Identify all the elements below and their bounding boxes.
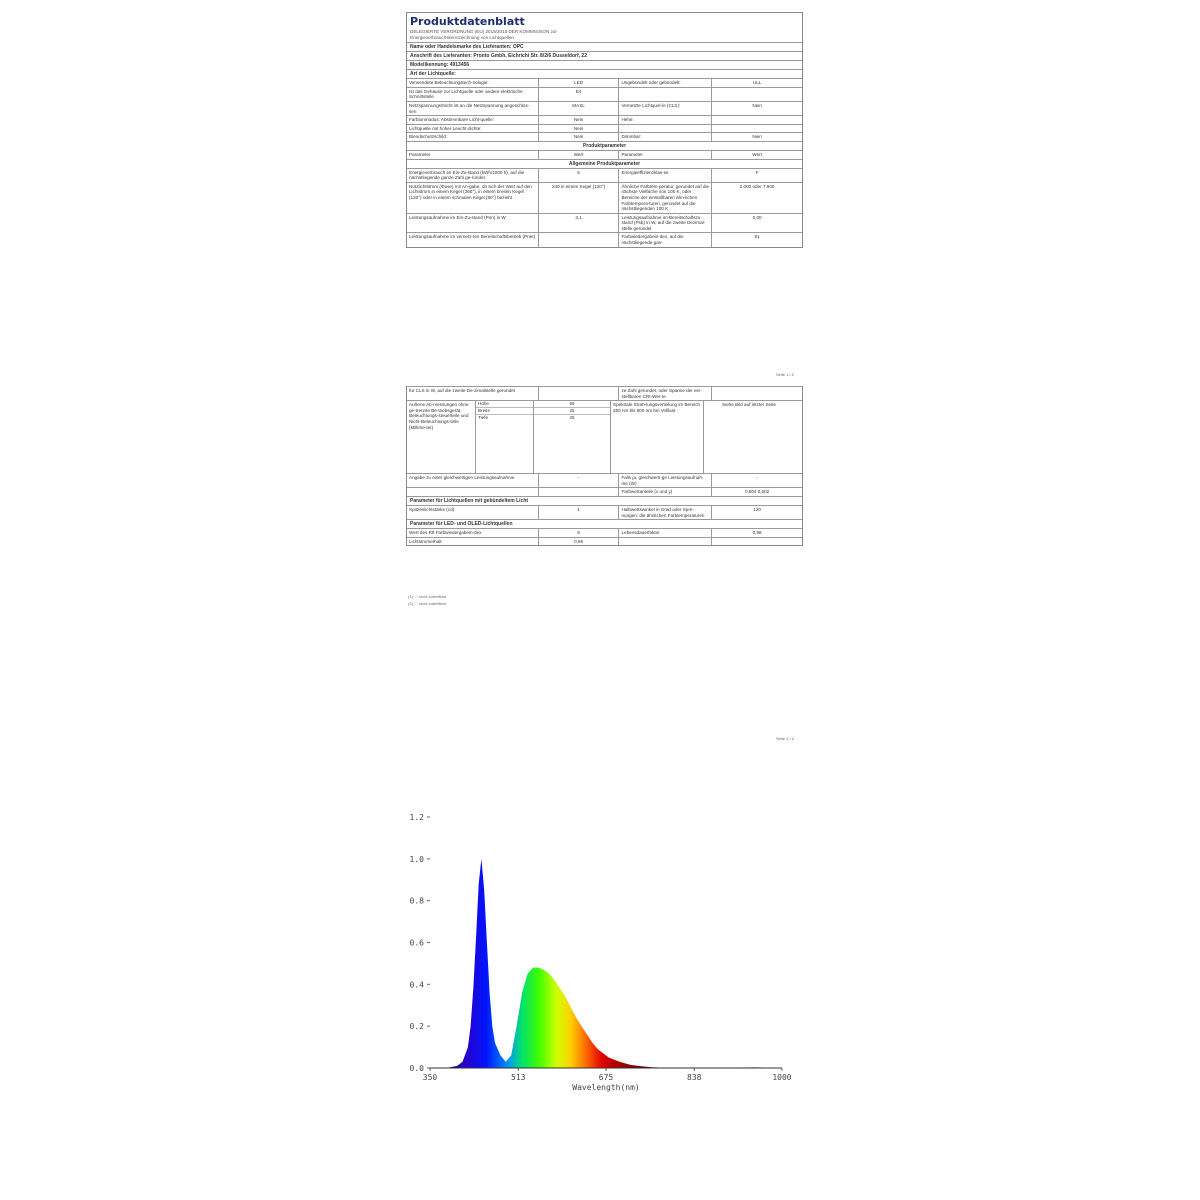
datasheet-subtitle [407, 29, 802, 42]
dimensions-row [407, 400, 802, 473]
cell: 0,504 0,502 [711, 488, 802, 496]
y-tick-label: 0.0 [409, 1064, 424, 1073]
table-row [407, 537, 802, 546]
x-axis-label: Wavelength(nm) [572, 1083, 640, 1092]
cell: 3,1 [538, 214, 619, 233]
cell: 5 [538, 169, 619, 182]
cell: Wert des R9 Farbwiedergabein-dex [409, 530, 482, 536]
cell: Parameter [409, 151, 431, 157]
cell: - [538, 474, 619, 487]
cell: 0,00 [711, 214, 802, 233]
x-tick-label: 675 [598, 1073, 614, 1082]
light-source-type: Art der Lichtquelle: [407, 69, 802, 78]
x-tick-label: 513 [511, 1073, 526, 1082]
cell: Nein [538, 116, 619, 124]
dim-name: Höhe [478, 401, 489, 407]
cell [618, 125, 711, 133]
x-axis [423, 1068, 792, 1082]
cell [711, 88, 802, 101]
datasheet-page-2 [406, 386, 803, 546]
spectral-label: Spektrale Strah-lungsverteilung im Bereich 250 nm bis 800 nm bei Volllast [610, 401, 703, 473]
cell: Hehe: [618, 116, 711, 124]
cell [407, 488, 538, 496]
cell: MAXL [538, 102, 619, 115]
cell [538, 488, 619, 496]
param-header-row [407, 150, 802, 159]
subtitle-line-2: Energieverbrauchskennzeichnung von Lichtquellen [410, 34, 514, 40]
footnote-1: (1) '-': nicht zutreffend [408, 594, 447, 599]
cell [711, 387, 802, 400]
cell: Wert [538, 151, 619, 159]
cell: Ungebündelt oder gebündelt: [618, 79, 711, 87]
rows-top [407, 78, 802, 141]
cell [618, 538, 711, 546]
cell: Nutzlichtstrom (Φuse) mit An-gabe, ob sich der Wert auf den Lichtstrom in einem Kegel (360°), in einem breiten Kegel (120°) oder in einem schmalen Kegel (90°) bezieht [409, 183, 532, 200]
subtitle-line-1: DELEGIERTE VERORDNUNG (EU) 2019/2015 DER KOMMISSION zur [410, 29, 557, 34]
cell: Nein [538, 133, 619, 141]
table-row [407, 232, 802, 246]
cell: E4 [538, 88, 619, 101]
cell [711, 116, 802, 124]
y-tick-label: 0.6 [409, 938, 424, 948]
table-row [407, 115, 802, 124]
cell: ULL [711, 79, 802, 87]
cell: 0,98 [538, 538, 619, 546]
spectrum-area [430, 859, 782, 1068]
cell: Ist das Gehäuse zur Lichtquelle oder andere elektrische Schnittstelle [409, 88, 523, 100]
cls-params-heading: Parameter für Lichtquellen mit gebündeltem Licht [407, 496, 802, 505]
cell: 81 [711, 233, 802, 246]
table-row [407, 168, 802, 182]
cell: Energieeffizienzklas-se [618, 169, 711, 182]
cell: Falls ja, gleichwerti-ge Leistungsaufnah-me (W) [618, 474, 711, 487]
table-row [407, 473, 802, 487]
cell: 1 [538, 506, 619, 519]
y-axis [410, 813, 430, 1073]
table-row [407, 505, 802, 519]
general-params-heading: Allgemeine Produktparameter [407, 159, 802, 168]
cell: F [711, 169, 802, 182]
cell: Lebensdauerfaktor [618, 529, 711, 537]
rows-led [407, 528, 802, 545]
product-params-heading: Produktparameter [407, 141, 802, 150]
cell: Farbtonmodus: Abstimmbare Licht-quelle: [409, 117, 495, 123]
cell [711, 538, 802, 546]
cell: - [711, 474, 802, 487]
supplier-address: Anschrift des Lieferanten: Pronto Gmbh, Eichrichi Str. 8/2/6 Dusseldorf, 22 [407, 51, 802, 60]
dim-name: Tiefe [476, 414, 533, 421]
rows-cls [407, 505, 802, 519]
led-params-heading: Parameter für LED- und OLED-Lichtquellen [407, 519, 802, 528]
table-row [407, 386, 802, 400]
table-row [407, 101, 802, 115]
y-tick-label: 0.2 [409, 1022, 424, 1032]
cell: Halbwertswinkel in Grad oder Spre-nungen: die ähnlichen Farbtemperaturen [618, 506, 711, 519]
cell: 8 [538, 529, 619, 537]
cell [538, 233, 619, 246]
footnote-2: (2) '-': nicht zutreffend [408, 601, 447, 606]
cell: Blendschutzschild: [409, 134, 448, 140]
y-tick-label: 0.4 [409, 980, 424, 990]
x-tick-label: 838 [687, 1073, 702, 1082]
table-row [407, 124, 802, 133]
cell: Nein [538, 125, 619, 133]
dim-value: 25 [534, 414, 610, 421]
cell: Energieverbrauch im Ein-Zu-stand (kWh/1000 h), auf die nächstliegende ganze Zahl ge-rundet [409, 169, 525, 181]
table-row [407, 213, 802, 233]
cell: Ähnliche Farbtem-peratur, gerundet auf die nächste Vielfache von 100 K, oder Bereiche der einstellbaren ähn-lichen Farbtempera-turen, gerundet auf die nächstliegenden 100 K [618, 183, 711, 213]
cell: Lichtquelle mit hoher Leucht-dichte: [409, 125, 482, 131]
datasheet-page-1 [406, 12, 803, 248]
datasheet-title: Produktdatenblatt [410, 15, 525, 28]
cell: Vernetzte Lichtquel-le (CLS): [618, 102, 711, 115]
dim-value: 25 [534, 407, 610, 414]
cell: Farbwiedergabein-dex, auf die nächstliegende gan- [618, 233, 711, 246]
table-row [407, 487, 802, 496]
spectrum-chart [400, 805, 800, 1105]
table-row [407, 87, 802, 101]
cell: 0,98 [711, 529, 802, 537]
cell: Parameter [618, 151, 711, 159]
cell: 2.000 oder 7.600 [711, 183, 802, 213]
cell: Dimmbar: [618, 133, 711, 141]
cell: Netzspannungs/Nicht ist an die Netzspannung angeschlos-sen [409, 102, 530, 114]
spectral-value: Siehe Bild auf letzter Seite [703, 401, 794, 473]
cell: Verwendete Beleuchtungstech-nologie: [409, 80, 489, 86]
cell: für CLS in W, auf die zweite De-zimalstelle gerundet [409, 388, 515, 393]
cell: Spitzenlichtstärke (cd) [409, 506, 455, 512]
cell: Leistungsaufnahme im Bereitschaftszu-stand (Psb) in W, auf die zweite Dezimal-stelle gerundet [618, 214, 711, 233]
cell: LED [538, 79, 619, 87]
cell: 240 in einem Kegel (120°) [538, 183, 619, 213]
page-number-1: Seite 1 / 2 [776, 372, 795, 377]
rows-general [407, 168, 802, 247]
rows-after-dims [407, 473, 802, 496]
table-row [407, 78, 802, 87]
dimensions-names [475, 401, 533, 473]
y-tick-label: 1.2 [409, 813, 424, 822]
supplier-name: Name oder Handelsmarke des Lieferanten: OPC [407, 42, 802, 51]
page-number-2: Seite 2 / 2 [776, 736, 795, 741]
x-tick-label: 350 [422, 1073, 438, 1082]
x-tick-label: 1000 [772, 1073, 792, 1082]
cell: Leistungsaufnahme im Ein-Zu-stand (Pon) in W [409, 214, 506, 220]
table-row [407, 182, 802, 213]
table-row [407, 528, 802, 537]
cell: Wert [711, 151, 802, 159]
dim-name: Breite [476, 407, 533, 414]
cell: 120 [711, 506, 802, 519]
model-identifier: Modellkennung: 4913456 [407, 60, 802, 69]
dim-value: 66 [569, 401, 575, 407]
cell: Leistungsaufnahme im vernetz-ten Bereitschaftsbetrieb (Pnet) [409, 234, 536, 240]
cell [711, 125, 802, 133]
y-tick-label: 1.0 [409, 854, 424, 864]
cell: ze Zahl gerundet, oder Spanne der ein-stellbaren CRI-Wer-te [618, 387, 711, 400]
cell [538, 387, 619, 400]
dimensions-values [533, 401, 610, 473]
cell: Nein [711, 133, 802, 141]
cell: Lichtstromerhalt [409, 538, 442, 544]
cell: Nein [711, 102, 802, 115]
y-tick-label: 0.8 [409, 896, 424, 906]
cell [618, 88, 711, 101]
cell: Farbwertanteile (x und y) [618, 488, 711, 496]
rows-page-2 [407, 386, 802, 400]
table-row [407, 132, 802, 141]
cell: Angabe zu einer gleichwertigen Leistungsaufnahme [409, 475, 515, 481]
dimensions-label: Außene Ab-messungen ohne ge-trennte Be-triebsgerät, Beleuchtungs-steuerteile und Nicht-Beleuchtungs-teile (Millime-ter) [409, 402, 469, 430]
